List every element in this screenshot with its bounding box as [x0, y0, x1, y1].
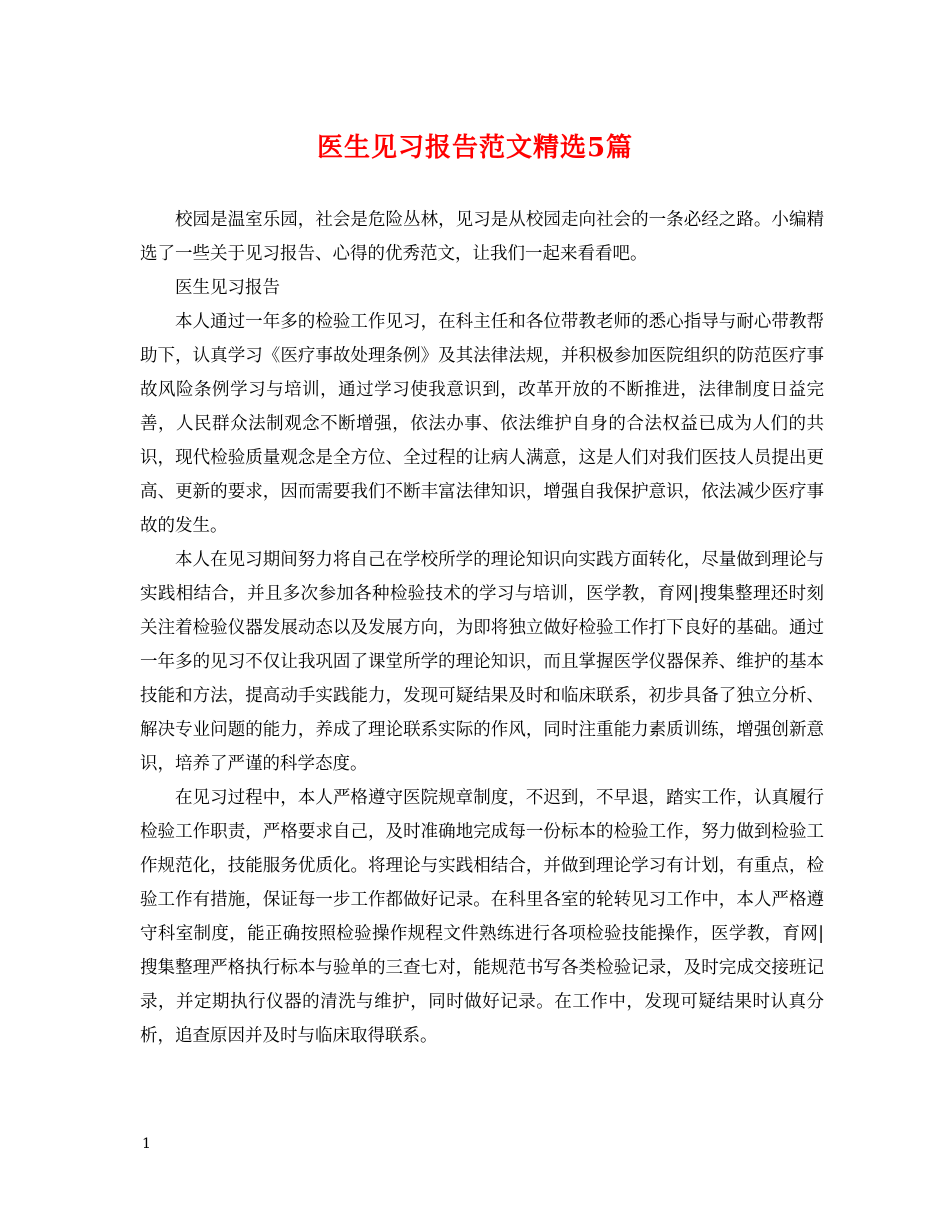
body-paragraph: 本人通过一年多的检验工作见习，在科主任和各位带教老师的悉心指导与耐心带教帮助下，认真学习《医疗事故处理条例》及其法律法规，并积极参加医院组织的防范医疗事故风险条例学习与培训，通过学习使我意识到，改革开放的不断推进，法律制度日益完善，人民群众法制观念不断增强，依法办事、依法维护自身的合法权益已成为人们的共识，现代检验质量观念是全方位、全过程的让病人满意，这是人们对我们医技人员提出更高、更新的要求，因而需要我们不断丰富法律知识，增强自我保护意识，依法减少医疗事故的发生。 — [140, 312, 824, 536]
intro-paragraph: 校园是温室乐园，社会是危险丛林，见习是从校园走向社会的一条必经之路。小编精选了一些关于见习报告、心得的优秀范文，让我们一起来看看吧。 — [140, 210, 824, 264]
section-heading: 医生见习报告 — [175, 278, 280, 298]
page-number: 1 — [142, 1136, 151, 1152]
body-paragraph: 在见习过程中，本人严格遵守医院规章制度，不迟到，不早退，踏实工作，认真履行检验工作职责，严格要求自己，及时准确地完成每一份标本的检验工作，努力做到检验工作规范化，技能服务优质化。将理论与实践相结合，并做到理论学习有计划，有重点，检验工作有措施，保证每一步工作都做好记录。在科里各室的轮转见习工作中，本人严格遵守科室制度，能正确按照检验操作规程文件熟练进行各项检验技能操作，医学教，育网|搜集整理严格执行标本与验单的三查七对，能规范书写各类检验记录，及时完成交接班记录，并定期执行仪器的清洗与维护，同时做好记录。在工作中，发现可疑结果时认真分析，追查原因并及时与临床取得联系。 — [140, 788, 824, 1046]
body-paragraph: 本人在见习期间努力将自己在学校所学的理论知识向实践方面转化，尽量做到理论与实践相结合，并且多次参加各种检验技术的学习与培训，医学教，育网|搜集整理还时刻关注着检验仪器发展动态以及发展方向，为即将独立做好检验工作打下良好的基础。通过一年多的见习不仅让我巩固了课堂所学的理论知识，而且掌握医学仪器保养、维护的基本技能和方法，提高动手实践能力，发现可疑结果及时和临床联系，初步具备了独立分析、解决专业问题的能力，养成了理论联系实际的作风，同时注重能力素质训练，增强创新意识，培养了严谨的科学态度。 — [140, 550, 824, 774]
document-title: 医生见习报告范文精选5篇 — [316, 133, 634, 163]
document-body — [140, 203, 824, 1053]
